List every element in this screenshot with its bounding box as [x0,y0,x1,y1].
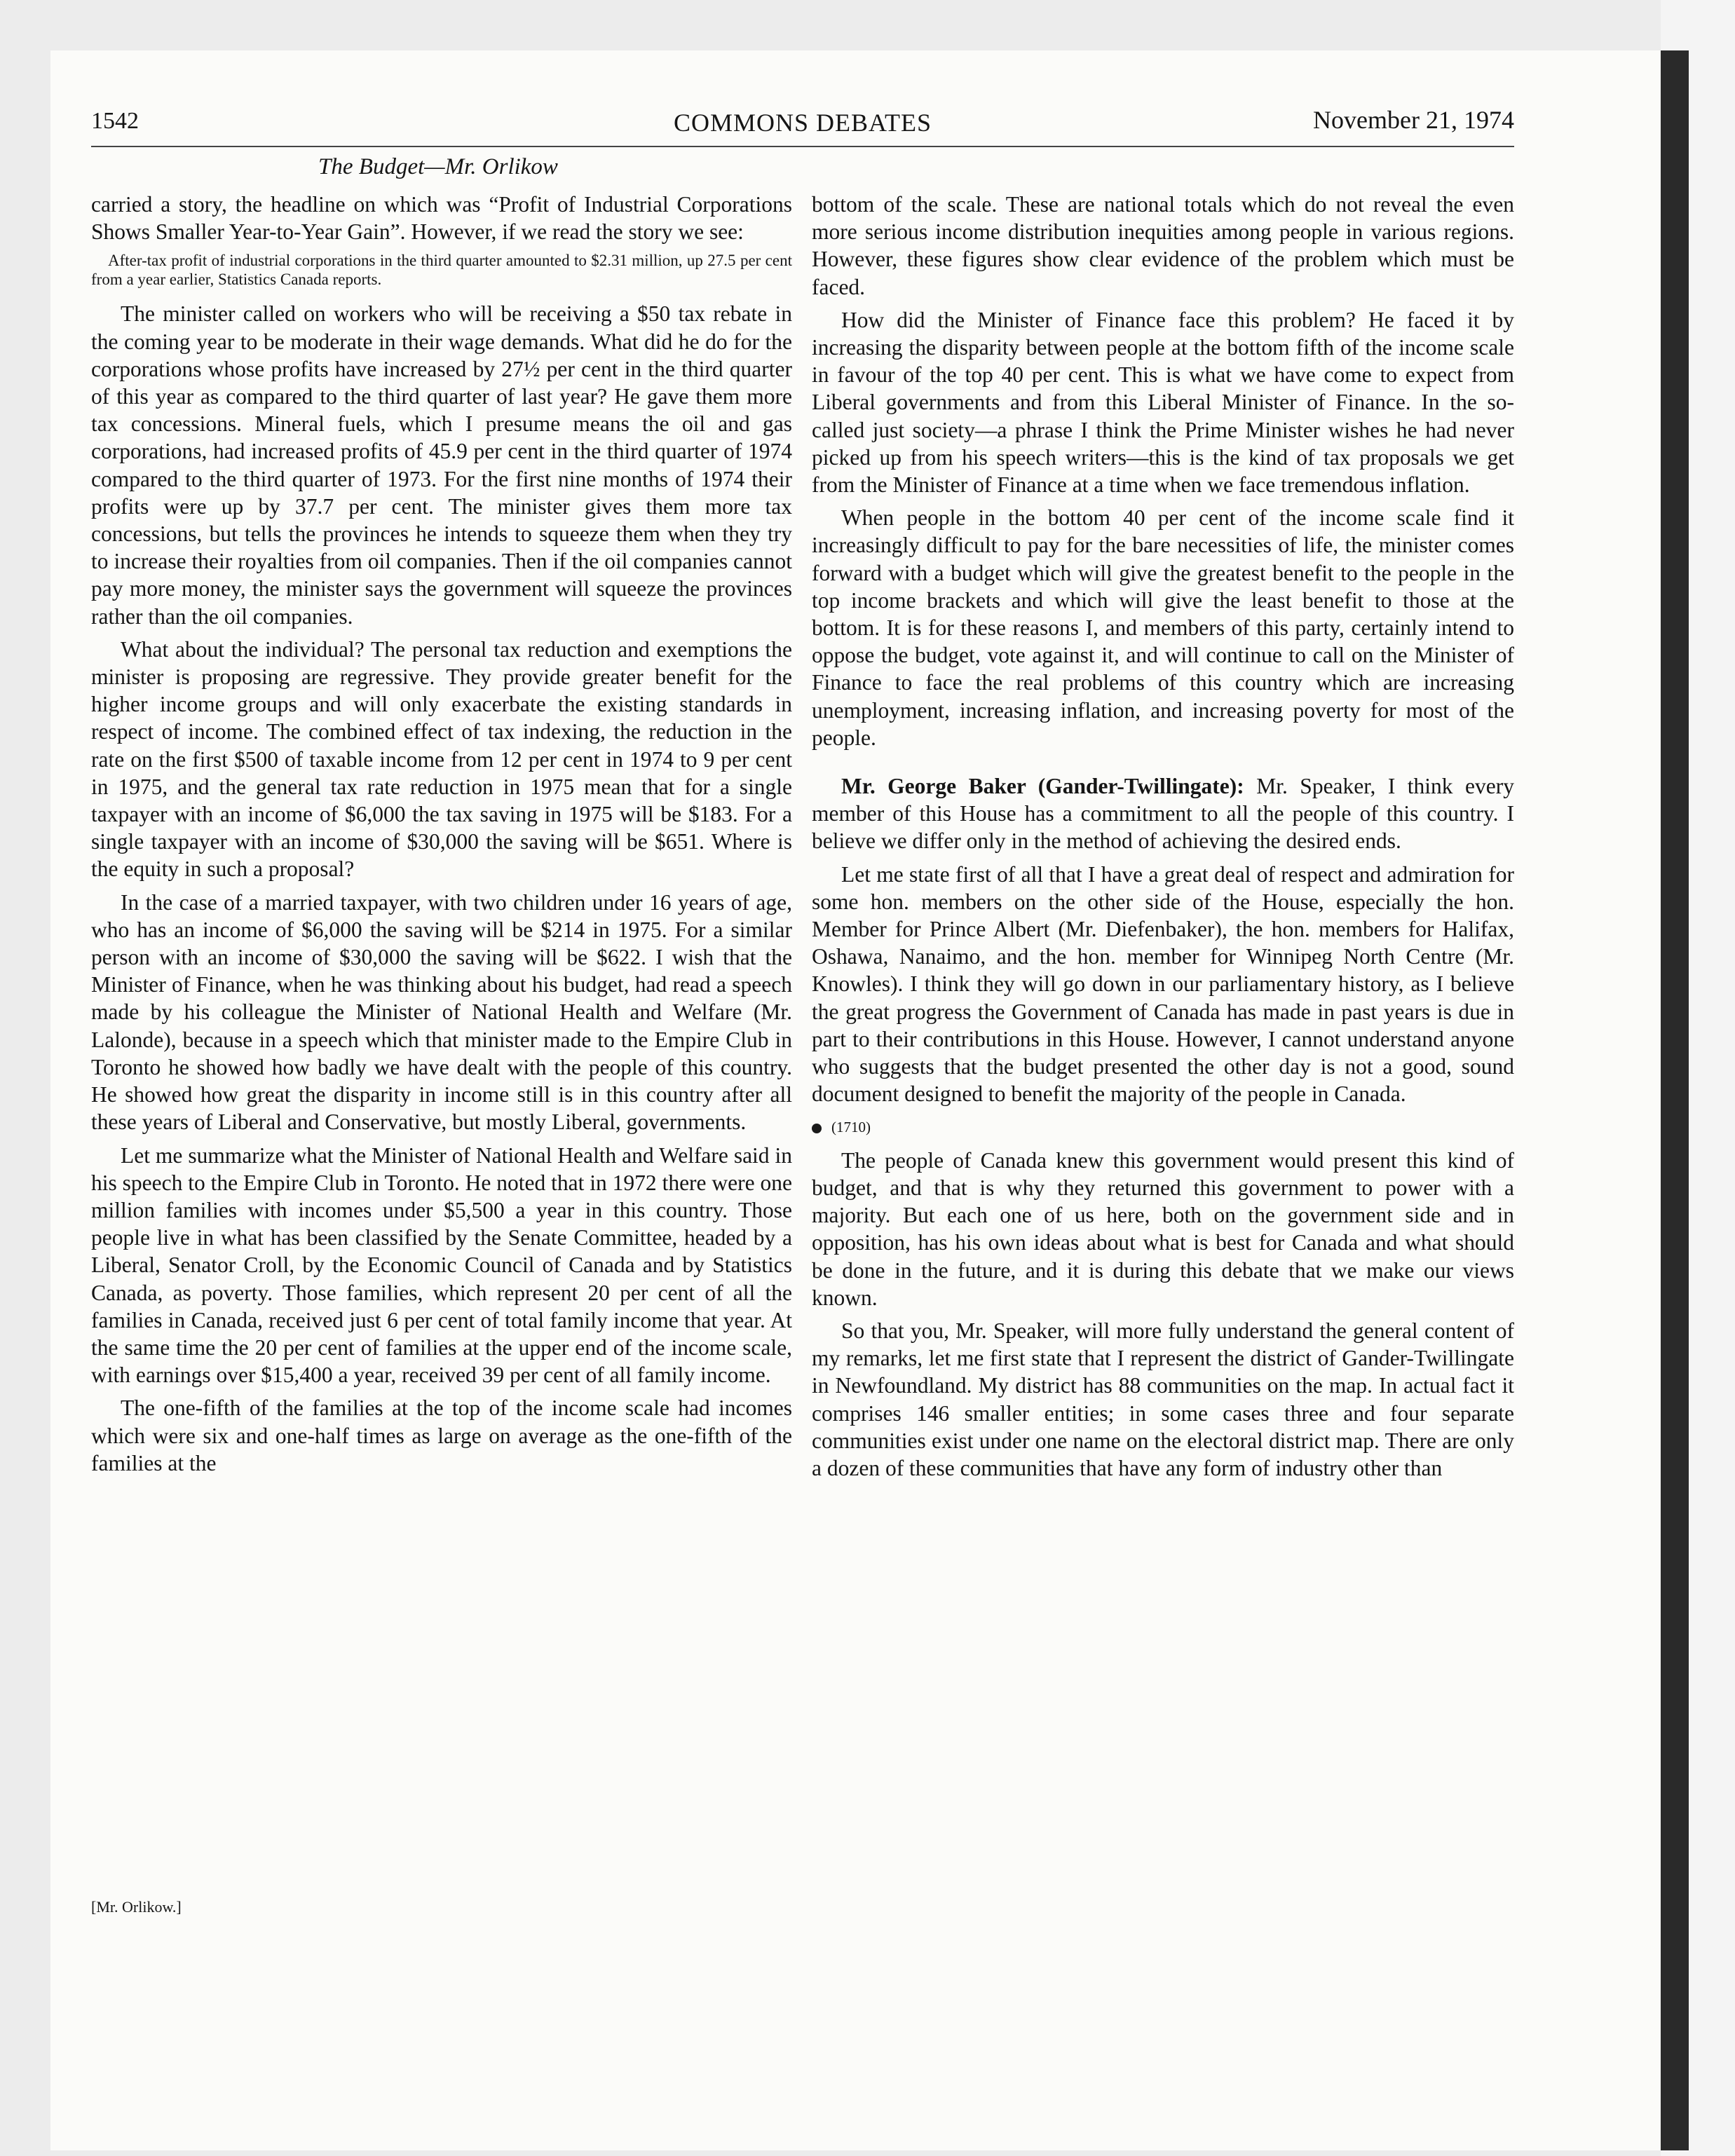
left-column [91,191,792,1482]
paragraph: carried a story, the headline on which was “Profit of Industrial Corporations Shows Smaller Year-to-Year Gain”. However, if we read the story we see: [91,192,792,245]
speaker-signature: [Mr. Orlikow.] [91,1898,182,1916]
scan-dark-edge [1661,50,1689,2150]
paragraph: In the case of a married taxpayer, with two children under 16 years of age, who has an income of $6,000 the saving will be $214 in 1975. For a similar person with an income of $30,000 the saving will be $622. I wish that the Minister of Finance, when he was thinking about his budget, had read a speech made by his colleague the Minister of National Health and Welfare (Mr. Lalonde), because in a speech which that minister made to the Empire Club in Toronto he showed how badly we have dealt with the people of this country. He showed how great the disparity in income still is in this country after all these years of Liberal and Conservative, but mostly Liberal, governments. [91,889,792,1135]
page-number: 1542 [91,108,139,134]
right-column [812,191,1514,1487]
speaker-name: Mr. George Baker (Gander-Twillingate): [841,774,1244,799]
paragraph: The minister called on workers who will be receiving a $50 tax rebate in the coming year to be moderate in their wage demands. What did he do for the corporations whose profits have increased by 27½ per cent in the third quarter of this year as compared to the third quarter of last year? He gave them more tax concessions. Mineral fuels, which I presume means the oil and gas corporations, had increased profits of 45.9 per cent in the third quarter of 1974 compared to the third quarter of 1973. For the first nine months of 1974 their profits were up by 37.7 per cent. The minister gives them more tax concessions, but tells the provinces he intends to squeeze them when they try to increase their royalties from oil companies. Then if the oil companies cannot pay more money, the minister says the government will squeeze the provinces rather than the oil companies. [91,301,792,629]
timecode-text: (1710) [831,1118,871,1135]
bullet-icon [812,1124,822,1133]
paragraph: How did the Minister of Finance face this problem? He faced it by increasing the disparity between people at the bottom fifth of the income scale in favour of the top 40 per cent. This is what we have come to expect from Liberal governments and from this Liberal Minister of Finance. In the so-called just society—a phrase I think the Prime Minister wishes he had never picked up from his speech writers—this is the kind of tax proposals we get from the Minister of Finance at a time when we face tremendous inflation. [812,307,1514,498]
paragraph: What about the individual? The personal tax reduction and exemptions the minister is proposing are regressive. They provide greater benefit for the higher income groups and will only exacerbate the existing standards in respect of income. The combined effect of tax indexing, the reduction in the rate on the first $500 of taxable income from 12 per cent in 1974 to 9 per cent in 1975, and the general tax rate reduction in 1975 mean that for a single taxpayer with an income of $6,000 the tax saving in 1975 will be $183. For a single taxpayer with an income of $30,000 the saving will be $651. Where is the equity in such a proposal? [91,636,792,882]
timecode [812,1114,1514,1141]
paragraph-text: Mr. Speaker, I think every member of this House has a commitment to all the people of this country. I believe we differ only in the method of achieving the desired ends. [812,774,1514,854]
speaker-paragraph [812,772,1514,855]
block-quote [91,251,792,289]
paragraph: The people of Canada knew this government would present this kind of budget, and that is why they returned this government to power with a majority. But each one of us here, both on the government side and in opposition, has his own ideas about what is best for Canada and what should be done in the future, and it is during this debate that we make our views known. [812,1147,1514,1310]
page-header [91,102,1514,147]
paragraph: So that you, Mr. Speaker, will more fully understand the general content of my remarks, let me first state that I represent the district of Gander-Twillingate in Newfoundland. My district has 88 communities on the map. In actual fact it comprises 146 smaller entities; in some cases three and four separate communities exist under one name on the electoral district map. There are only a dozen of these communities that have any form of industry other than [812,1318,1514,1480]
paragraph: The one-fifth of the families at the top of the income scale had incomes which were six and one-half times as large on average as the one-fifth of the families at the [91,1396,792,1475]
quote-text: After-tax profit of industrial corporations in the third quarter amounted to $2.31 million, up 27.5 per cent from a year earlier, Statistics Canada reports. [91,252,792,289]
running-head: The Budget—Mr. Orlikow [318,154,558,179]
paragraph: When people in the bottom 40 per cent of the income scale find it increasingly difficult to pay for the bare necessities of life, the minister comes forward with a budget which will give the greatest benefit to the people in the top income brackets and which will give the least benefit to those at the bottom. It is for these reasons I, and members of this party, certainly intend to oppose the budget, vote against it, and will continue to call on the Minister of Finance to face the real problems of this country which are increasing unemployment, increasing inflation, and increasing poverty for most of the people. [812,505,1514,750]
paragraph: Let me summarize what the Minister of National Health and Welfare said in his speech to the Empire Club in Toronto. He noted that in 1972 there were one million families with incomes under $5,500 a year in this country. Those people live in what has been classified by the Senate Committee, headed by a Liberal, Senator Croll, by the Economic Council of Canada and by Statistics Canada, as poverty. Those families, which represent 20 per cent of all the families in Canada, received just 6 per cent of total family income that year. At the same time the 20 per cent of families at the upper end of the income scale, with earnings over $15,400 a year, received 39 per cent of all family income. [91,1142,792,1388]
paragraph: bottom of the scale. These are national totals which do not reveal the even more serious income distribution inequities among people in various regions. However, these figures show clear evidence of the problem which must be faced. [812,192,1514,299]
publication-title: COMMONS DEBATES [673,109,932,137]
paragraph: Let me state first of all that I have a great deal of respect and admiration for some hon. members on the other side of the House, especially the hon. Member for Prince Albert (Mr. Diefenbaker), the hon. members for Halifax, Oshawa, Nanaimo, and the hon. member for Winnipeg North Centre (Mr. Knowles). I think they will go down in our parliamentary history, as I believe the great progress the Government of Canada has made in past years is due in part to their contributions in this House. However, I cannot understand anyone who suggests that the budget presented the other day is not a good, sound document designed to benefit the majority of the people in Canada. [812,861,1514,1107]
publication-date: November 21, 1974 [1313,106,1514,134]
